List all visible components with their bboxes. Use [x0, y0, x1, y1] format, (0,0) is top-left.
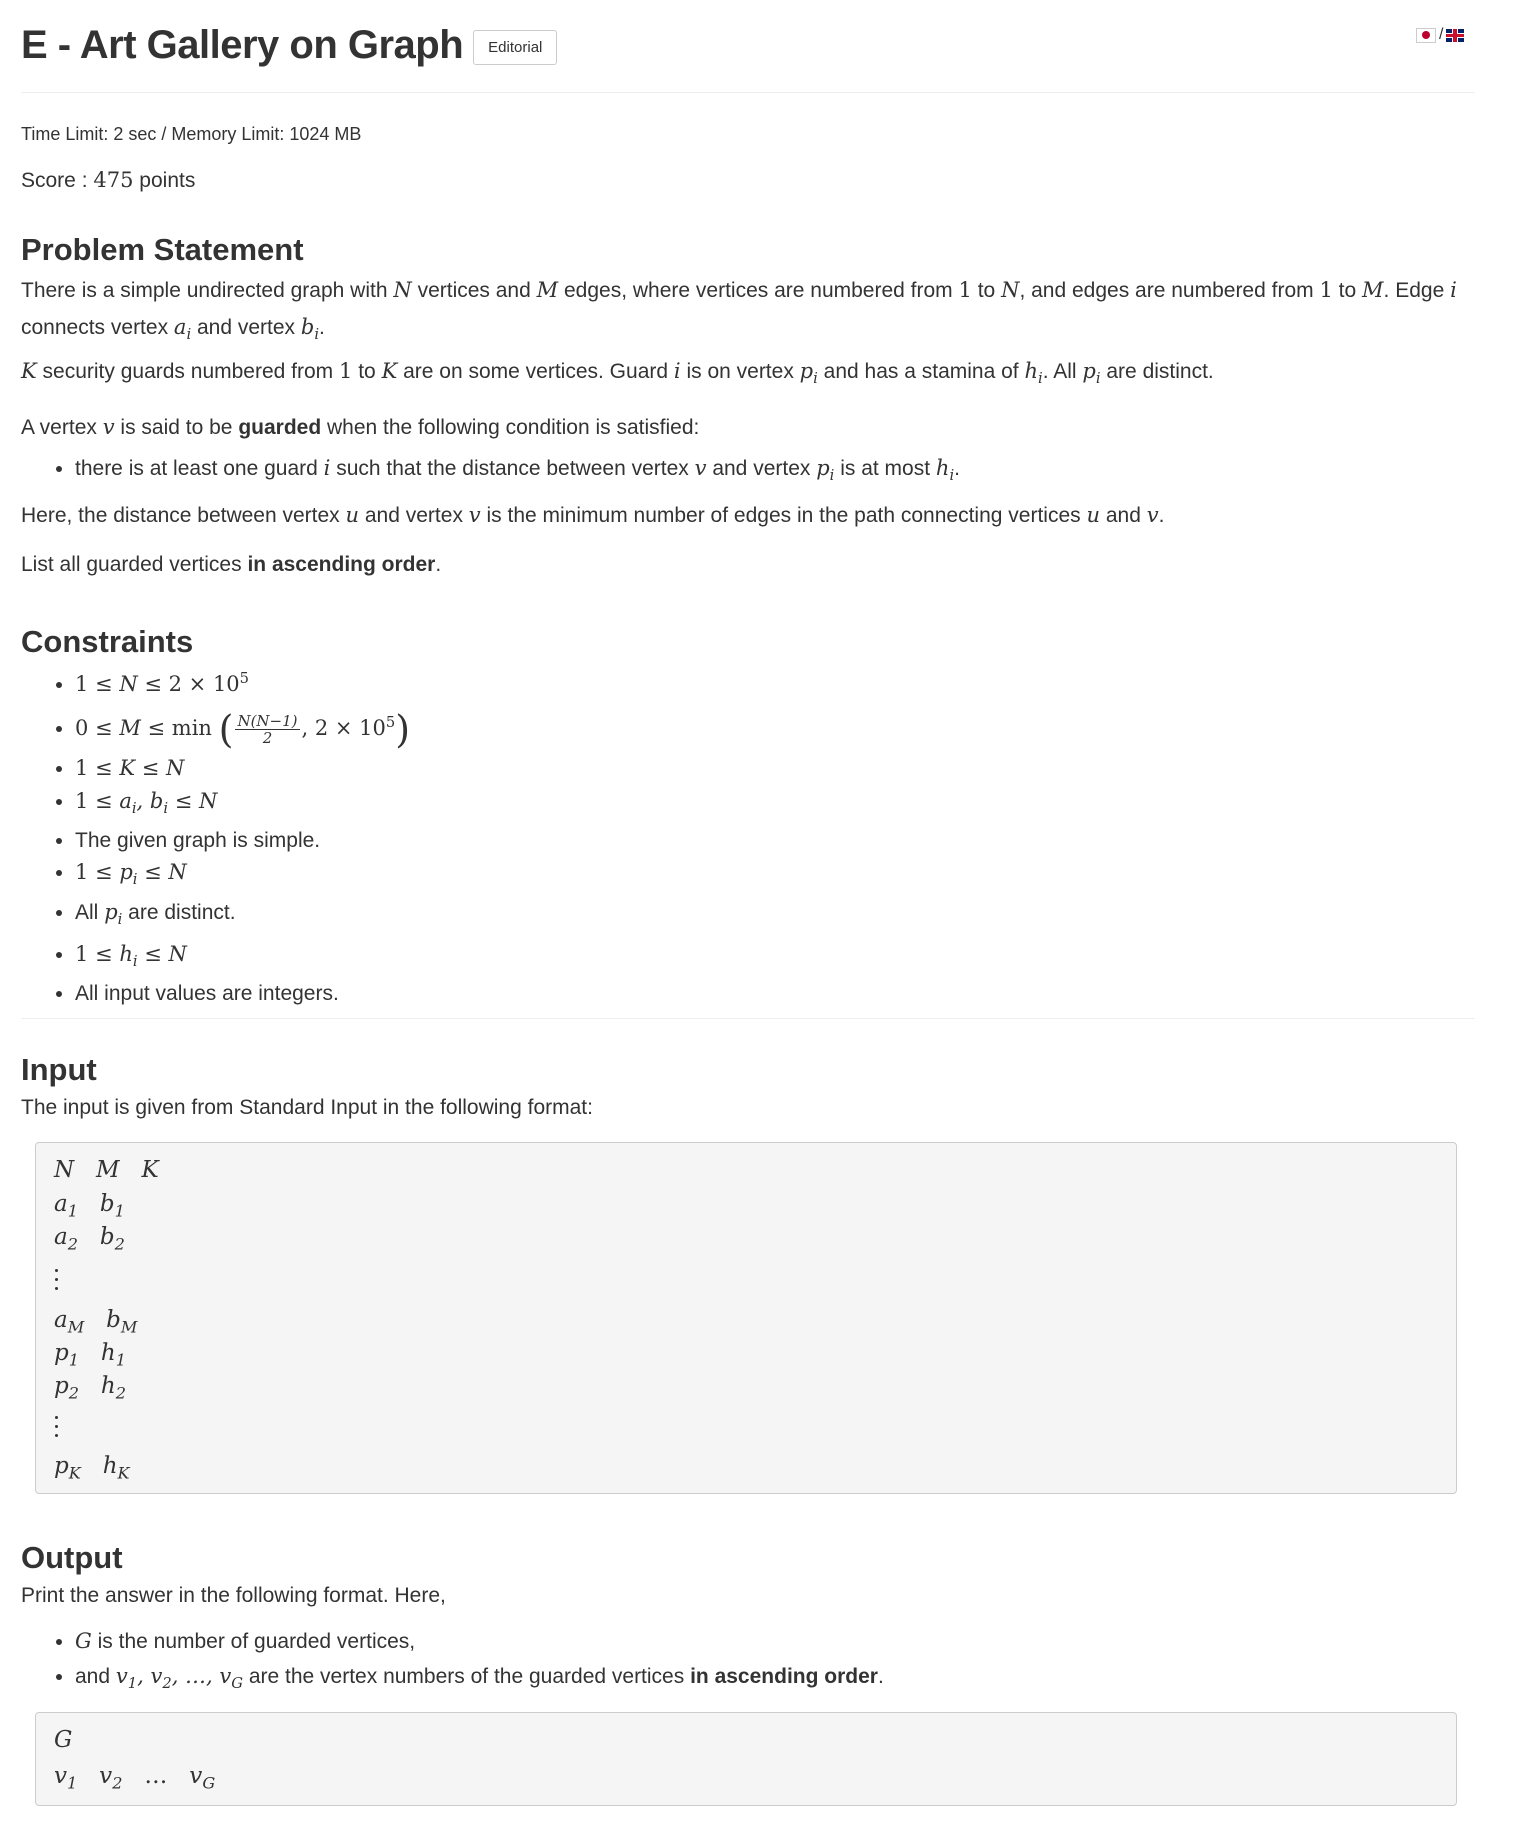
language-separator: / [1439, 26, 1444, 43]
input-section [21, 1052, 1475, 1126]
vertical-ellipsis [54, 1269, 60, 1296]
score-unit: points [133, 169, 196, 192]
list-item: • $1 \le p_i \le N$ [75, 857, 1475, 895]
format-line: $p_K$ $h_K$ [54, 1453, 130, 1483]
guarded-condition-list [21, 456, 1475, 484]
limits-text: Time Limit: 2 sec / Memory Limit: 1024 MB [21, 124, 362, 144]
list-item: • The given graph is simple. [75, 825, 1475, 857]
score-label: Score : [21, 169, 94, 192]
output-format-block [35, 1712, 1457, 1806]
distance-definition: Here, the distance between vertex u and vertex v is the minimum number of edges in the path connecting vertices u and v. [21, 502, 1165, 527]
uk-flag-icon[interactable] [1446, 29, 1464, 42]
output-heading: Output [21, 1540, 123, 1575]
input-description: The input is given from Standard Input in the following format: [21, 1096, 593, 1119]
format-line: N M K [54, 1157, 159, 1183]
format-line: $v_1$ $v_2$ … $v_G$ [54, 1763, 216, 1793]
score-value: 475 [93, 168, 134, 192]
section-divider [21, 1018, 1475, 1019]
vertical-ellipsis [54, 1416, 60, 1443]
format-line: $p_1$ $h_1$ [54, 1340, 126, 1370]
task-sentence: List all guarded vertices in ascending order. [21, 552, 442, 576]
problem-statement-section [21, 232, 1475, 583]
editorial-button[interactable]: Editorial [473, 30, 557, 65]
format-line: G [54, 1727, 73, 1753]
list-item: • All input values are integers. [75, 978, 1475, 1010]
list-item: • 0 ≤ M ≤ min ( $\frac{N(N-1)}{2}$ , $2 \times 10^5$) [75, 700, 1475, 752]
format-line: $a_M$ $b_M$ [54, 1307, 138, 1337]
list-item: • there is at least one guard i such that the distance between vertex v and vertex $p_i$ is at most $h_i$. [75, 456, 1475, 484]
output-section [21, 1540, 1475, 1701]
guarded-definition: A vertex v is said to be guarded when the following condition is satisfied: [21, 415, 700, 440]
list-item: • $1 \le N \le 2 \times 10^5$ [75, 664, 1475, 700]
constraints-heading: Constraints [21, 624, 194, 659]
constraints-list [21, 664, 1475, 1010]
list-item: • G is the number of guarded vertices, [75, 1624, 1475, 1659]
output-description: Print the answer in the following format. Here, [21, 1584, 446, 1607]
list-item: • and $v_1$, $v_2$, …, $v_G$ are the vertex numbers of the guarded vertices in ascending order. [75, 1659, 1475, 1701]
problem-statement-heading: Problem Statement [21, 232, 304, 267]
format-line: $p_2$ $h_2$ [54, 1373, 126, 1403]
japan-flag-icon[interactable] [1416, 28, 1436, 43]
format-line: $a_1$ $b_1$ [54, 1191, 125, 1221]
list-item: • $1 \le h_i \le N$ [75, 938, 1475, 978]
list-item: • All $p_i$ are distinct. [75, 895, 1475, 937]
language-switcher [1416, 26, 1464, 44]
page-title: E - Art Gallery on Graph [21, 22, 464, 67]
problem-paragraph-1: There is a simple undirected graph with N vertices and M edges, where vertices are numbered from 1 to N, and edges are numbered from 1 to M. Edge i connects vertex $a_i$ and vertex $b_i$. K security guards numbered from 1 to K are on some vertices. Guard i is on vertex $p_i$ and has a stamina of $h_i$. All $p_i$ are distinct. [21, 278, 1457, 388]
constraints-section [21, 624, 1475, 1010]
page-header [21, 18, 557, 72]
output-list [21, 1624, 1475, 1701]
format-line: $a_2$ $b_2$ [54, 1224, 125, 1254]
score-line [21, 168, 195, 193]
list-item: • $1 \le a_i$, $b_i \le N$ [75, 785, 1475, 825]
list-item: • 1 ≤ K ≤ N [75, 752, 1475, 785]
input-heading: Input [21, 1052, 97, 1087]
header-divider [21, 92, 1475, 93]
input-format-block [35, 1142, 1457, 1494]
